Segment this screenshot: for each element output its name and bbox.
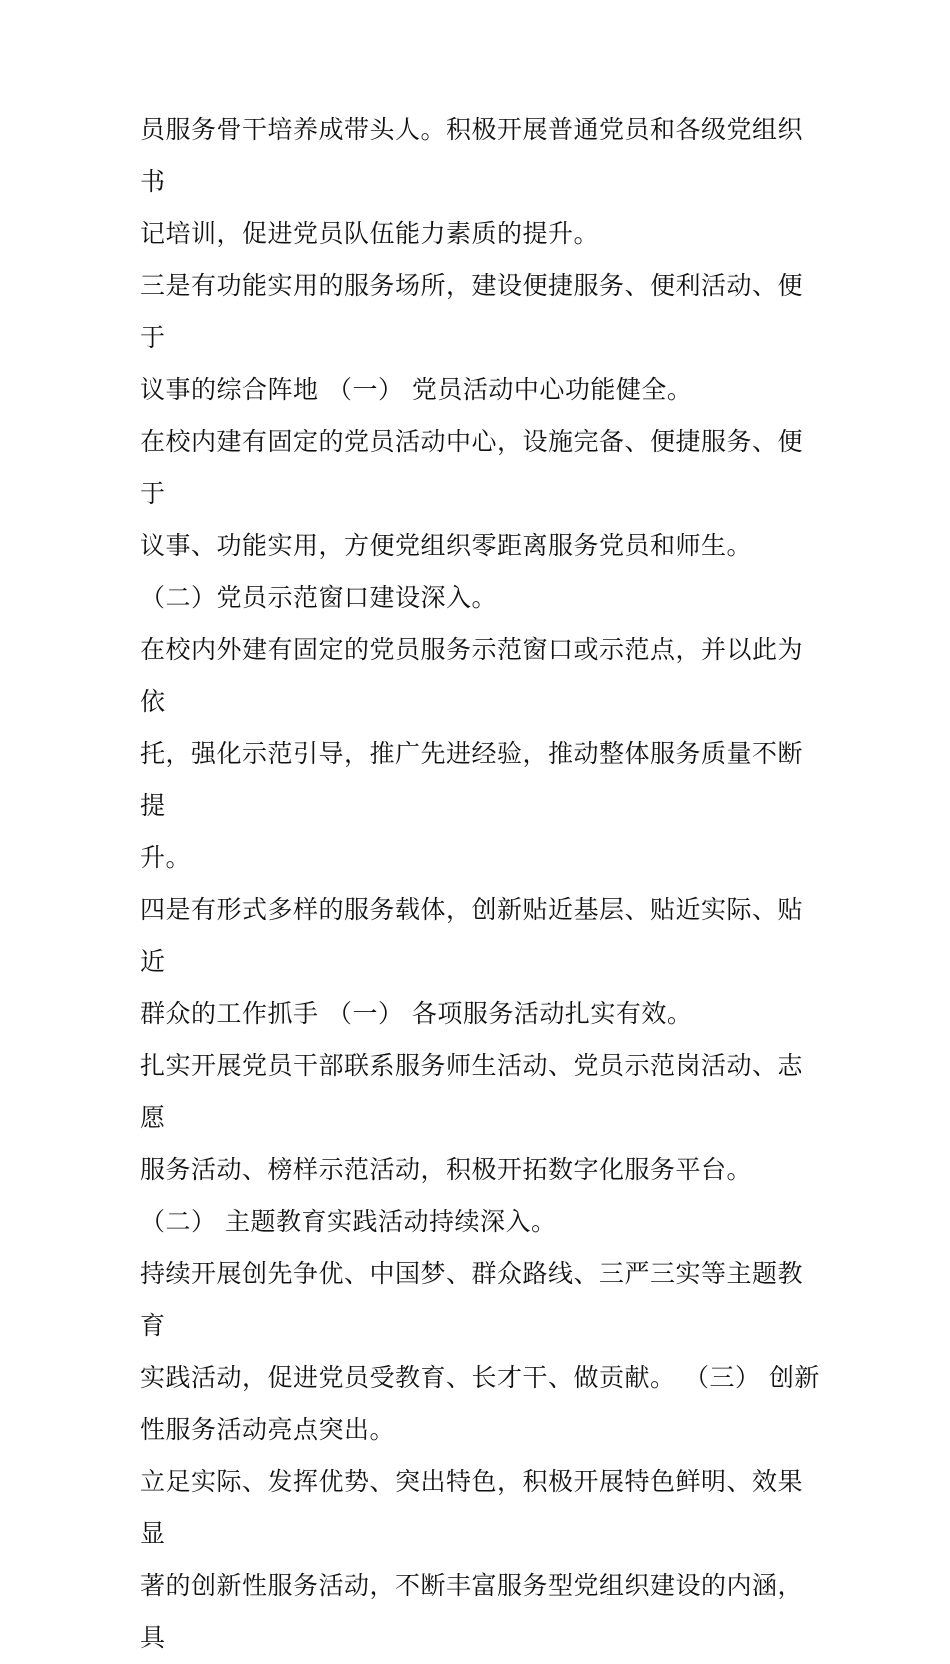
paragraph: 四是有形式多样的服务载体，创新贴近基层、贴近实际、贴近 群众的工作抓手 （一） 各项服务活动扎实有效。 — [140, 895, 804, 1028]
paragraph: 扎实开展党员干部联系服务师生活动、党员示范岗活动、志愿 服务活动、榜样示范活动，积极开拓数字化服务平台。 — [140, 1051, 804, 1184]
paragraph: 员服务骨干培养成带头人。积极开展普通党员和各级党组织书 记培训，促进党员队伍能力素质的提升。 — [140, 115, 804, 248]
document-body — [140, 104, 820, 1664]
paragraph: 在校内外建有固定的党员服务示范窗口或示范点，并以此为依 托，强化示范引导，推广先进经验，推动整体服务质量不断提 升。 — [140, 635, 804, 872]
paragraph: 立足实际、发挥优势、突出特色，积极开展特色鲜明、效果显 著的创新性服务活动，不断丰富服务型党组织建设的内涵，具 — [140, 1467, 804, 1652]
paragraph: （二）党员示范窗口建设深入。 — [140, 583, 498, 612]
paragraph: 持续开展创先争优、中国梦、群众路线、三严三实等主题教育 实践活动，促进党员受教育、长才干、做贡献。 （三） 创新 性服务活动亮点突出。 — [140, 1259, 820, 1444]
paragraph: （二） 主题教育实践活动持续深入。 — [140, 1207, 557, 1236]
paragraph: 三是有功能实用的服务场所，建设便捷服务、便利活动、便于 议事的综合阵地 （一） 党员活动中心功能健全。 — [140, 271, 804, 404]
paragraph: 在校内建有固定的党员活动中心，设施完备、便捷服务、便于 议事、功能实用，方便党组织零距离服务党员和师生。 — [140, 427, 804, 560]
